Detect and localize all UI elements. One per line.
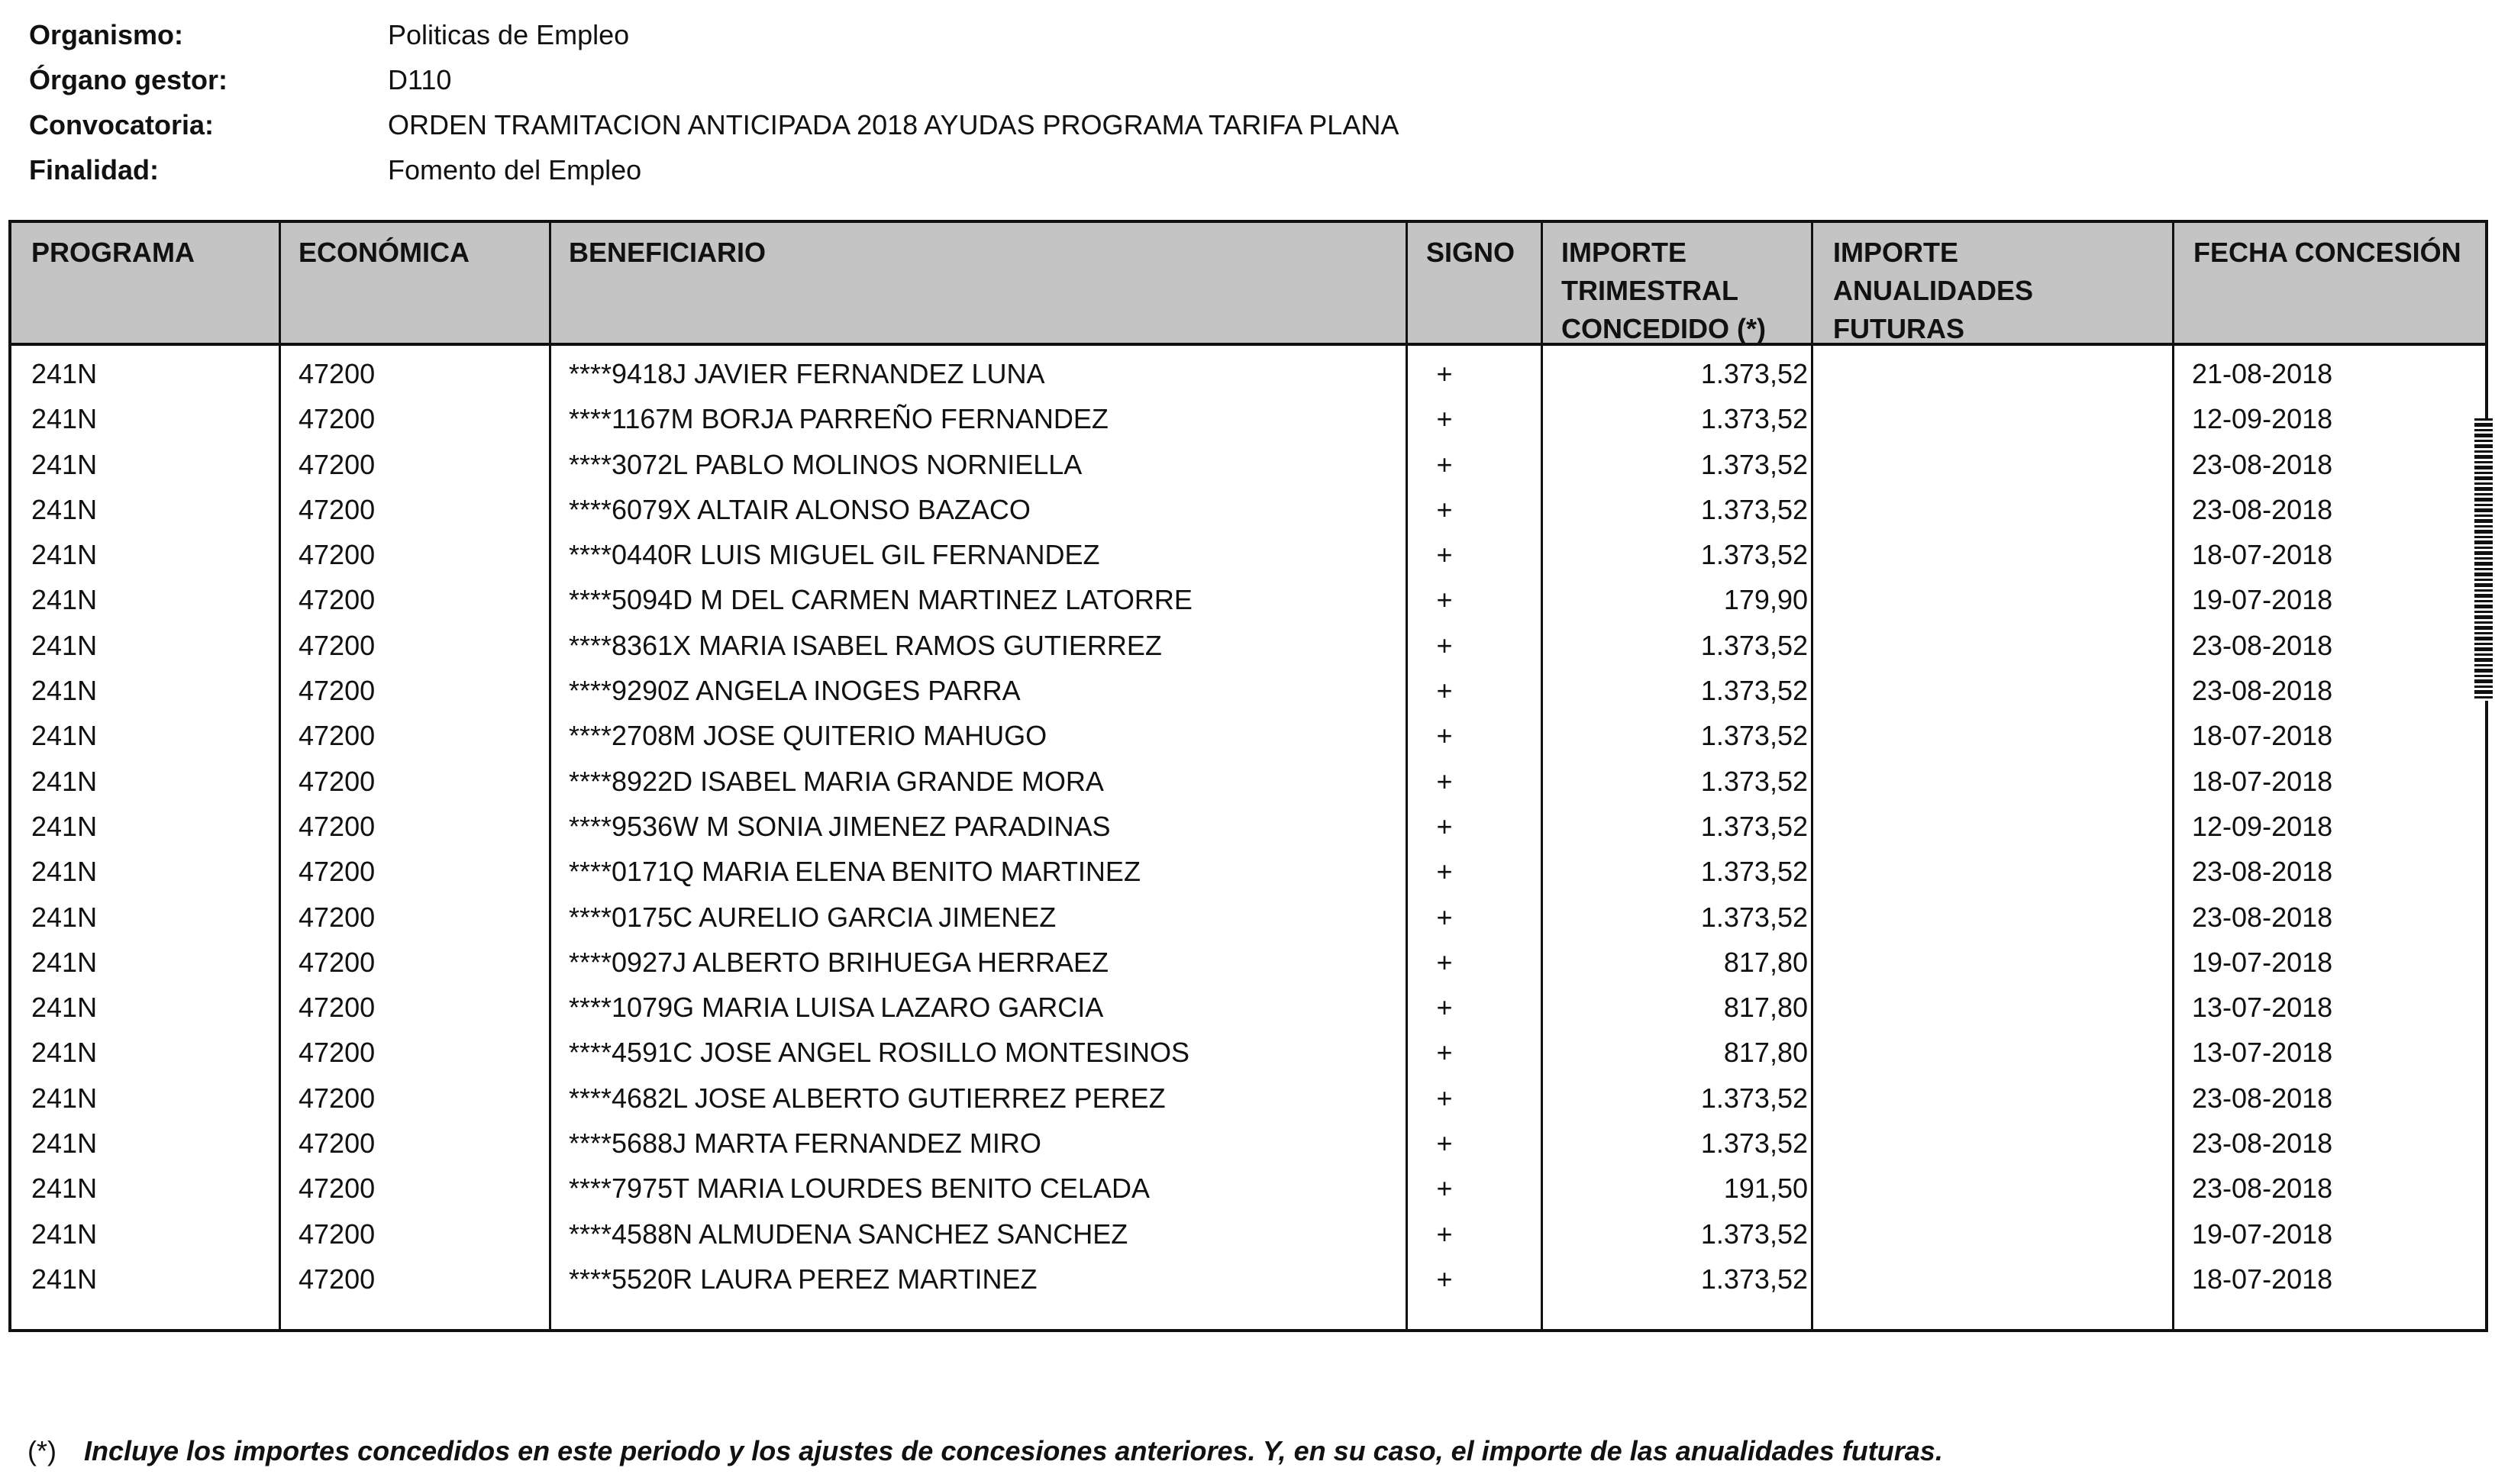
table-row	[11, 487, 2485, 532]
cell-beneficiario: ****7975T MARIA LOURDES BENITO CELADA	[569, 1173, 1150, 1205]
table-row	[11, 623, 2485, 668]
cell-importe-trimestral: 1.373,52	[1700, 493, 1808, 525]
col-header-importe-anualidades-line3: FUTURAS	[1833, 313, 1964, 344]
cell-economica: 47200	[299, 584, 376, 616]
cell-signo: +	[1436, 720, 1453, 752]
cell-beneficiario: ****5520R LAURA PEREZ MARTINEZ	[569, 1263, 1038, 1295]
concesiones-table	[8, 220, 2488, 1332]
cell-beneficiario: ****0175C AURELIO GARCIA JIMENEZ	[569, 901, 1057, 933]
document-header	[29, 12, 1399, 192]
cell-signo: +	[1436, 901, 1453, 933]
col-header-beneficiario: BENEFICIARIO	[569, 237, 767, 268]
cell-fecha-concesion: 23-08-2018	[2192, 493, 2333, 525]
cell-importe-trimestral: 191,50	[1723, 1173, 1808, 1205]
col-header-importe-anualidades-line2: ANUALIDADES	[1833, 275, 2034, 306]
table-row	[11, 1166, 2485, 1211]
cell-economica: 47200	[299, 810, 376, 842]
cell-importe-trimestral: 1.373,52	[1700, 629, 1808, 661]
cell-fecha-concesion: 19-07-2018	[2192, 1218, 2333, 1250]
cell-economica: 47200	[299, 448, 376, 480]
cell-importe-trimestral: 1.373,52	[1700, 901, 1808, 933]
cell-fecha-concesion: 23-08-2018	[2192, 675, 2333, 707]
table-row	[11, 940, 2485, 985]
cell-programa: 241N	[31, 448, 98, 480]
cell-fecha-concesion: 23-08-2018	[2192, 448, 2333, 480]
organo-gestor-value: D110	[388, 63, 452, 95]
table-row	[11, 713, 2485, 758]
cell-economica: 47200	[299, 720, 376, 752]
col-header-importe-trimestral	[1561, 234, 1766, 348]
organismo-row	[29, 12, 1399, 57]
table-row	[11, 1121, 2485, 1166]
footnote-marker: (*)	[27, 1435, 56, 1466]
cell-importe-trimestral: 1.373,52	[1700, 1218, 1808, 1250]
cell-programa: 241N	[31, 992, 98, 1024]
table-row	[11, 985, 2485, 1030]
cell-programa: 241N	[31, 1082, 98, 1114]
cell-programa: 241N	[31, 675, 98, 707]
table-row	[11, 895, 2485, 940]
cell-economica: 47200	[299, 1263, 376, 1295]
cell-programa: 241N	[31, 493, 98, 525]
cell-economica: 47200	[299, 1128, 376, 1160]
col-header-signo: SIGNO	[1426, 237, 1515, 268]
cell-programa: 241N	[31, 765, 98, 797]
cell-economica: 47200	[299, 992, 376, 1024]
cell-signo: +	[1436, 992, 1453, 1024]
cell-economica: 47200	[299, 358, 376, 389]
organo-gestor-row	[29, 57, 1399, 102]
cell-importe-trimestral: 1.373,52	[1700, 856, 1808, 888]
cell-beneficiario: ****8922D ISABEL MARIA GRANDE MORA	[569, 765, 1104, 797]
cell-importe-trimestral: 1.373,52	[1700, 810, 1808, 842]
cell-fecha-concesion: 18-07-2018	[2192, 539, 2333, 571]
cell-importe-trimestral: 817,80	[1723, 1037, 1808, 1069]
cell-fecha-concesion: 23-08-2018	[2192, 856, 2333, 888]
cell-programa: 241N	[31, 358, 98, 389]
cell-fecha-concesion: 12-09-2018	[2192, 810, 2333, 842]
convocatoria-label: Convocatoria:	[29, 108, 215, 140]
cell-signo: +	[1436, 765, 1453, 797]
cell-beneficiario: ****4588N ALMUDENA SANCHEZ SANCHEZ	[569, 1218, 1128, 1250]
cell-fecha-concesion: 13-07-2018	[2192, 1037, 2333, 1069]
cell-beneficiario: ****2708M JOSE QUITERIO MAHUGO	[569, 720, 1047, 752]
cell-beneficiario: ****6079X ALTAIR ALONSO BAZACO	[569, 493, 1031, 525]
cell-signo: +	[1436, 539, 1453, 571]
table-row	[11, 532, 2485, 577]
cell-signo: +	[1436, 810, 1453, 842]
cell-programa: 241N	[31, 1037, 98, 1069]
cell-economica: 47200	[299, 629, 376, 661]
finalidad-row	[29, 147, 1399, 192]
cell-programa: 241N	[31, 856, 98, 888]
cell-beneficiario: ****9290Z ANGELA INOGES PARRA	[569, 675, 1021, 707]
col-header-importe-anualidades-line1: IMPORTE	[1833, 237, 1959, 268]
col-header-importe-anualidades	[1833, 234, 2033, 348]
cell-signo: +	[1436, 1128, 1453, 1160]
cell-fecha-concesion: 21-08-2018	[2192, 358, 2333, 389]
col-header-programa: PROGRAMA	[31, 237, 195, 268]
cell-signo: +	[1436, 1082, 1453, 1114]
cell-importe-trimestral: 1.373,52	[1700, 720, 1808, 752]
table-body	[11, 351, 2485, 1302]
table-row	[11, 1030, 2485, 1075]
cell-signo: +	[1436, 856, 1453, 888]
cell-economica: 47200	[299, 1173, 376, 1205]
cell-importe-trimestral: 1.373,52	[1700, 539, 1808, 571]
barcode-mark	[2474, 418, 2493, 701]
convocatoria-value: ORDEN TRAMITACION ANTICIPADA 2018 AYUDAS PROGRAMA TARIFA PLANA	[388, 108, 1399, 140]
cell-programa: 241N	[31, 720, 98, 752]
table-header	[11, 223, 2485, 346]
col-header-importe-trimestral-line3: CONCEDIDO (*)	[1561, 313, 1766, 344]
table-row	[11, 1076, 2485, 1121]
cell-signo: +	[1436, 1173, 1453, 1205]
footnote-text: Incluye los importes concedidos en este periodo y los ajustes de concesiones anteriores. Y, en su caso, el importe de las anualidades futuras.	[84, 1435, 1943, 1466]
table-row	[11, 668, 2485, 713]
cell-importe-trimestral: 1.373,52	[1700, 675, 1808, 707]
cell-importe-trimestral: 1.373,52	[1700, 765, 1808, 797]
organismo-label: Organismo:	[29, 18, 184, 50]
cell-economica: 47200	[299, 1218, 376, 1250]
cell-beneficiario: ****5688J MARTA FERNANDEZ MIRO	[569, 1128, 1041, 1160]
cell-beneficiario: ****1079G MARIA LUISA LAZARO GARCIA	[569, 992, 1104, 1024]
cell-beneficiario: ****8361X MARIA ISABEL RAMOS GUTIERREZ	[569, 629, 1162, 661]
cell-beneficiario: ****9536W M SONIA JIMENEZ PARADINAS	[569, 810, 1111, 842]
cell-signo: +	[1436, 448, 1453, 480]
table-row	[11, 804, 2485, 849]
cell-economica: 47200	[299, 1082, 376, 1114]
cell-signo: +	[1436, 403, 1453, 435]
cell-fecha-concesion: 23-08-2018	[2192, 1128, 2333, 1160]
footnote	[27, 1435, 1943, 1467]
cell-beneficiario: ****0171Q MARIA ELENA BENITO MARTINEZ	[569, 856, 1141, 888]
cell-beneficiario: ****5094D M DEL CARMEN MARTINEZ LATORRE	[569, 584, 1193, 616]
col-header-economica: ECONÓMICA	[299, 237, 470, 268]
cell-beneficiario: ****1167M BORJA PARREÑO FERNANDEZ	[569, 403, 1109, 435]
cell-importe-trimestral: 1.373,52	[1700, 448, 1808, 480]
cell-programa: 241N	[31, 1173, 98, 1205]
cell-signo: +	[1436, 1218, 1453, 1250]
organismo-value: Politicas de Empleo	[388, 18, 630, 50]
table-row	[11, 1211, 2485, 1257]
cell-fecha-concesion: 23-08-2018	[2192, 1173, 2333, 1205]
cell-beneficiario: ****3072L PABLO MOLINOS NORNIELLA	[569, 448, 1083, 480]
cell-economica: 47200	[299, 856, 376, 888]
col-header-fecha-concesion: FECHA CONCESIÓN	[2193, 237, 2461, 268]
cell-signo: +	[1436, 629, 1453, 661]
cell-fecha-concesion: 12-09-2018	[2192, 403, 2333, 435]
table-row	[11, 442, 2485, 487]
table-row	[11, 759, 2485, 804]
cell-importe-trimestral: 179,90	[1723, 584, 1808, 616]
table-row	[11, 849, 2485, 894]
cell-fecha-concesion: 13-07-2018	[2192, 992, 2333, 1024]
cell-fecha-concesion: 23-08-2018	[2192, 629, 2333, 661]
cell-programa: 241N	[31, 403, 98, 435]
cell-economica: 47200	[299, 403, 376, 435]
cell-importe-trimestral: 1.373,52	[1700, 403, 1808, 435]
cell-signo: +	[1436, 1263, 1453, 1295]
cell-economica: 47200	[299, 675, 376, 707]
cell-importe-trimestral: 817,80	[1723, 946, 1808, 978]
cell-economica: 47200	[299, 901, 376, 933]
cell-signo: +	[1436, 675, 1453, 707]
cell-economica: 47200	[299, 539, 376, 571]
cell-programa: 241N	[31, 1128, 98, 1160]
cell-economica: 47200	[299, 946, 376, 978]
cell-importe-trimestral: 1.373,52	[1700, 358, 1808, 389]
cell-signo: +	[1436, 584, 1453, 616]
cell-programa: 241N	[31, 629, 98, 661]
cell-programa: 241N	[31, 1263, 98, 1295]
col-header-importe-trimestral-line2: TRIMESTRAL	[1561, 275, 1738, 306]
cell-fecha-concesion: 18-07-2018	[2192, 720, 2333, 752]
cell-importe-trimestral: 1.373,52	[1700, 1263, 1808, 1295]
cell-fecha-concesion: 23-08-2018	[2192, 1082, 2333, 1114]
cell-programa: 241N	[31, 810, 98, 842]
cell-beneficiario: ****0440R LUIS MIGUEL GIL FERNANDEZ	[569, 539, 1100, 571]
table-row	[11, 1257, 2485, 1302]
cell-programa: 241N	[31, 946, 98, 978]
organo-gestor-label: Órgano gestor:	[29, 63, 228, 95]
cell-economica: 47200	[299, 1037, 376, 1069]
cell-importe-trimestral: 1.373,52	[1700, 1128, 1808, 1160]
cell-fecha-concesion: 19-07-2018	[2192, 584, 2333, 616]
convocatoria-row	[29, 102, 1399, 147]
cell-economica: 47200	[299, 493, 376, 525]
cell-importe-trimestral: 817,80	[1723, 992, 1808, 1024]
cell-programa: 241N	[31, 584, 98, 616]
cell-beneficiario: ****4682L JOSE ALBERTO GUTIERREZ PEREZ	[569, 1082, 1166, 1114]
cell-signo: +	[1436, 358, 1453, 389]
cell-programa: 241N	[31, 901, 98, 933]
cell-fecha-concesion: 23-08-2018	[2192, 901, 2333, 933]
cell-economica: 47200	[299, 765, 376, 797]
cell-beneficiario: ****4591C JOSE ANGEL ROSILLO MONTESINOS	[569, 1037, 1189, 1069]
cell-beneficiario: ****9418J JAVIER FERNANDEZ LUNA	[569, 358, 1045, 389]
finalidad-value: Fomento del Empleo	[388, 153, 642, 186]
cell-programa: 241N	[31, 1218, 98, 1250]
cell-fecha-concesion: 19-07-2018	[2192, 946, 2333, 978]
cell-signo: +	[1436, 946, 1453, 978]
col-header-importe-trimestral-line1: IMPORTE	[1561, 237, 1687, 268]
cell-fecha-concesion: 18-07-2018	[2192, 1263, 2333, 1295]
cell-importe-trimestral: 1.373,52	[1700, 1082, 1808, 1114]
cell-programa: 241N	[31, 539, 98, 571]
cell-signo: +	[1436, 1037, 1453, 1069]
cell-fecha-concesion: 18-07-2018	[2192, 765, 2333, 797]
table-row	[11, 396, 2485, 441]
table-row	[11, 577, 2485, 622]
table-row	[11, 351, 2485, 396]
cell-signo: +	[1436, 493, 1453, 525]
finalidad-label: Finalidad:	[29, 153, 159, 186]
cell-beneficiario: ****0927J ALBERTO BRIHUEGA HERRAEZ	[569, 946, 1109, 978]
